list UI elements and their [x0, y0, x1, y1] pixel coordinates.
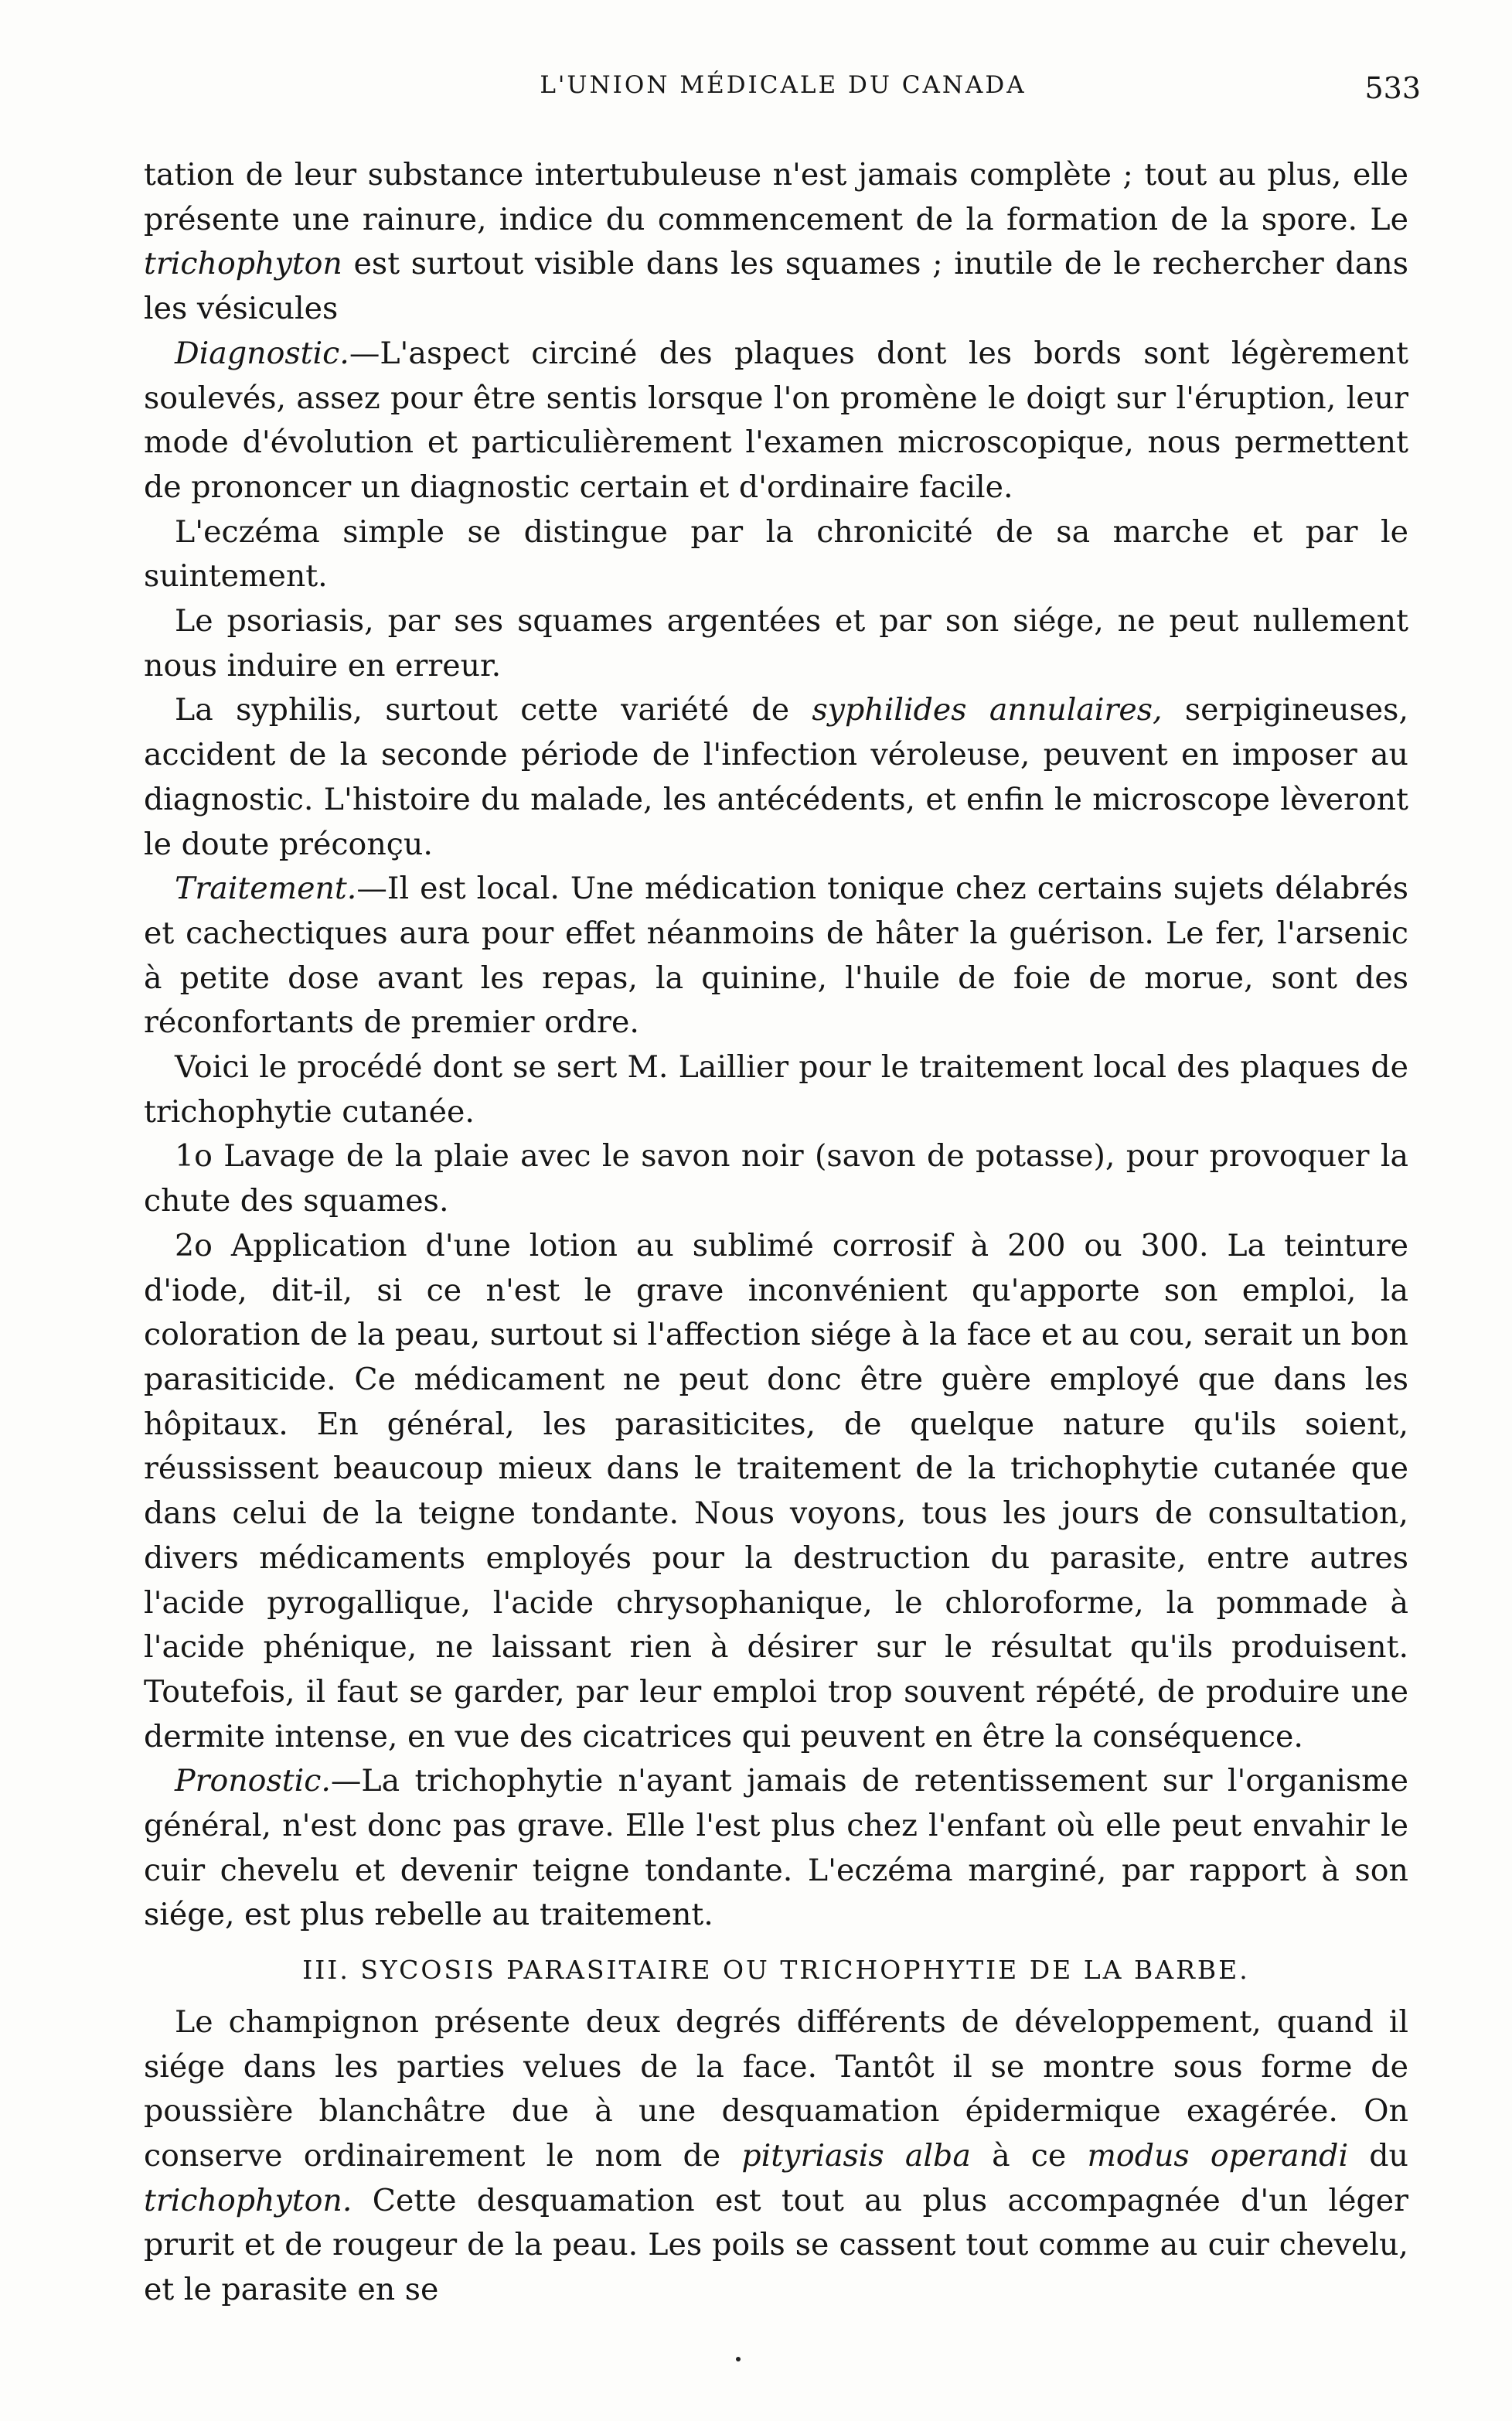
- text-run: —L'aspect circiné des plaques dont les bords sont légèrement soulevés, assez pour être sentis lorsque l'on promène le doigt sur l'éruption, leur mode d'évolution et particulièrement l'examen microscopique, nous permettent de prononcer un diagnostic certain et d'ordinaire facile.: [144, 335, 1408, 505]
- paragraph-pronostic: [144, 1759, 1408, 1938]
- section-label-diagnostic: Diagnostic.: [175, 335, 349, 371]
- print-speck: [736, 2357, 741, 2361]
- text-run: tation de leur substance intertubuleuse n'est jamais complète ; tout au plus, elle présente une rainure, indice du commencement de la formation de la spore. Le: [144, 157, 1408, 237]
- body-text: [144, 153, 1408, 2313]
- italic-term: modus operandi: [1087, 2137, 1349, 2174]
- italic-term: pityriasis alba: [741, 2137, 971, 2174]
- text-run: du: [1369, 2137, 1408, 2174]
- paragraph-sycosis: [144, 2000, 1408, 2313]
- paragraph-psoriasis: Le psoriasis, par ses squames argentées et par son siége, ne peut nullement nous induire en erreur.: [144, 603, 1408, 684]
- running-head: [145, 71, 1421, 114]
- page-number: 533: [1364, 71, 1421, 105]
- text-run: serpigineuses, accident de la seconde période de l'infection véroleuse, peuvent en imposer au diagnostic. L'histoire du malade, les antécédents, et enfin le microscope lèveront le doute préconçu.: [144, 692, 1409, 862]
- text-run: —La trichophytie n'ayant jamais de retentissement sur l'organisme général, n'est donc pas grave. Elle l'est plus chez l'enfant où elle peut envahir le cuir chevelu et devenir teigne tondante. L'eczéma marginé, par rapport à son siége, est plus rebelle au traitement.: [144, 1763, 1408, 1933]
- section-heading: III. SYCOSIS PARASITAIRE OU TRICHOPHYTIE DE LA BARBE.: [302, 1955, 1250, 1986]
- section-label-pronostic: Pronostic.: [175, 1763, 331, 1799]
- paragraph-traitement: [144, 867, 1408, 1045]
- text-run: à ce: [992, 2137, 1067, 2174]
- italic-term: syphilides annulaires,: [812, 692, 1163, 728]
- paragraph-voici: Voici le procédé dont se sert M. Laillier pour le traitement local des plaques de trichophytie cutanée.: [144, 1049, 1408, 1130]
- running-title: L'UNION MÉDICALE DU CANADA: [540, 71, 1027, 99]
- paragraph-syphilis: [144, 688, 1408, 867]
- list-item-1: 1o Lavage de la plaie avec le savon noir (savon de potasse), pour provoquer la chute des squames.: [144, 1138, 1408, 1219]
- paragraph-diagnostic: [144, 332, 1408, 510]
- text-run: La syphilis, surtout cette variété de: [175, 692, 790, 728]
- paragraph-continuation: [144, 153, 1408, 332]
- text-run: Cette desquamation est tout au plus accompagnée d'un léger prurit et de rougeur de la peau. Les poils se cassent tout comme au cuir chevelu, et le parasite en se: [144, 2182, 1408, 2308]
- text-run: Le champignon présente deux degrés différents de développement, quand il siége dans les parties velues de la face. Tantôt il se montre sous forme de poussière blanchâtre due à une desquamation épidermique exagérée. On conserve ordinairement le nom de: [144, 2003, 1408, 2174]
- italic-term: trichophyton: [144, 246, 342, 282]
- text-run: est surtout visible dans les squames ; inutile de le rechercher dans les vésicules: [144, 246, 1408, 327]
- section-label-traitement: Traitement.: [175, 871, 357, 907]
- paragraph-eczema: L'eczéma simple se distingue par la chronicité de sa marche et par le suintement.: [144, 513, 1408, 595]
- text-run: —Il est local. Une médication tonique chez certains sujets délabrés et cachectiques aura pour effet néanmoins de hâter la guérison. Le fer, l'arsenic à petite dose avant les repas, la quinine, l'huile de foie de morue, sont des réconfortants de premier ordre.: [144, 871, 1408, 1041]
- italic-term: trichophyton.: [144, 2182, 352, 2218]
- list-item-2: 2o Application d'une lotion au sublimé corrosif à 200 ou 300. La teinture d'iode, dit-il, si ce n'est le grave inconvénient qu'apporte son emploi, la coloration de la peau, surtout si l'affection siége à la face et au cou, serait un bon parasiticide. Ce médicament ne peut donc être guère employé que dans les hôpitaux. En général, les parasiticites, de quelque nature qu'ils soient, réussissent beaucoup mieux dans le traitement de la trichophytie cutanée que dans celui de la teigne tondante. Nous voyons, tous les jours de consultation, divers médicaments employés pour la destruction du parasite, entre autres l'acide pyrogallique, l'acide chrysophanique, le chloroforme, la pommade à l'acide phénique, ne laissant rien à désirer sur le résultat qu'ils produisent. Toutefois, il faut se garder, par leur emploi trop souvent répété, de produire une dermite intense, en vue des cicatrices qui peuvent en être la conséquence.: [144, 1227, 1408, 1754]
